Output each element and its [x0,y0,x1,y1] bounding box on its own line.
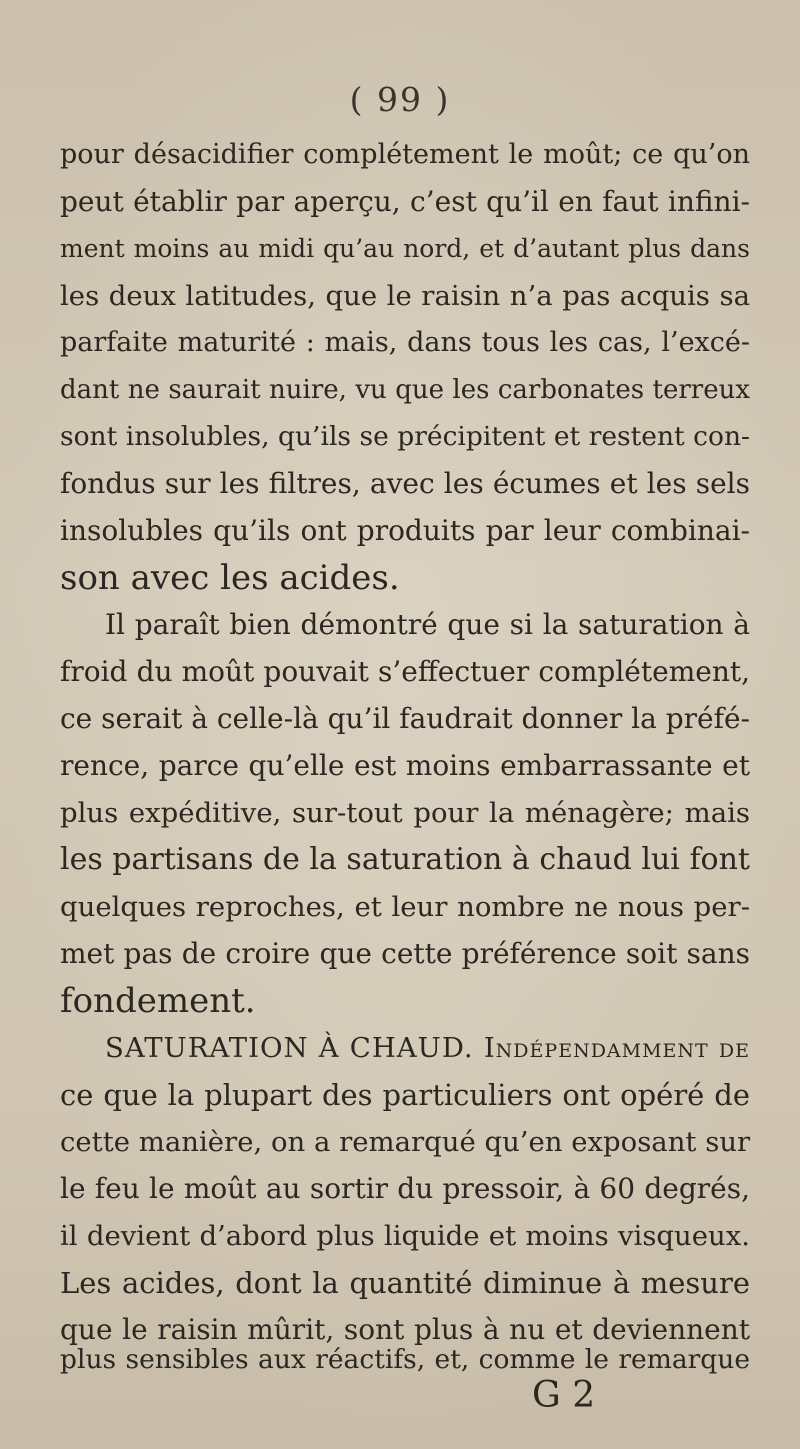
text-line: le feu le moût au sortir du pressoir, à 60 degrés, [60,1172,750,1205]
text-line: dant ne saurait nuire, vu que les carbonates terreux [60,375,750,405]
text-line: que le raisin mûrit, sont plus à nu et deviennent [60,1313,750,1346]
text-line: sont insolubles, qu’ils se précipitent et restent con- [60,421,750,452]
page-number: ( 99 ) [349,80,451,119]
text-line: fondus sur les filtres, avec les écumes et les sels [60,467,750,500]
paragraph-first-line: Il paraît bien démontré que si la saturation à [105,608,750,641]
text-line: Les acides, dont la quantité diminue à mesure [60,1266,750,1300]
text-line: cette manière, on a remarqué qu’en exposant sur [60,1126,751,1158]
text-line: ce serait à celle-là qu’il faudrait donner la préfé- [60,702,751,735]
signature-mark: G 2 [532,1375,596,1416]
text-line: fondement. [60,981,256,1021]
text-line: peut établir par aperçu, c’est qu’il en faut infini- [60,185,750,218]
text-line: les partisans de la saturation à chaud lui font [60,842,750,877]
text-line: parfaite maturité : mais, dans tous les cas, l’excé- [60,327,750,358]
text-line: froid du moût pouvait s’effectuer complétement, [60,655,750,688]
text-line: quelques reproches, et leur nombre ne nous per- [60,891,750,923]
text-line: il devient d’abord plus liquide et moins visqueux. [60,1220,750,1252]
text-line: rence, parce qu’elle est moins embarrassante et [60,749,750,782]
text-line: ce que la plupart des particuliers ont opéré de [60,1078,750,1112]
text-line: les deux latitudes, que le raisin n’a pas acquis sa [60,280,750,312]
text-line: ment moins au midi qu’au nord, et d’autant plus dans [60,234,750,263]
text-line: plus expéditive, sur-tout pour la ménagère; mais [60,797,750,829]
text-line: met pas de croire que cette préférence soit sans [60,937,750,970]
text-line: plus sensibles aux réactifs, et, comme le remarque [60,1344,750,1375]
text-line: pour désacidifier complétement le moût; ce qu’on [60,139,750,170]
section-heading-line: SATURATION À CHAUD. Indépendamment de [105,1032,750,1064]
text-line: son avec les acides. [60,558,400,598]
text-line: insolubles qu’ils ont produits par leur combinai- [60,514,750,547]
